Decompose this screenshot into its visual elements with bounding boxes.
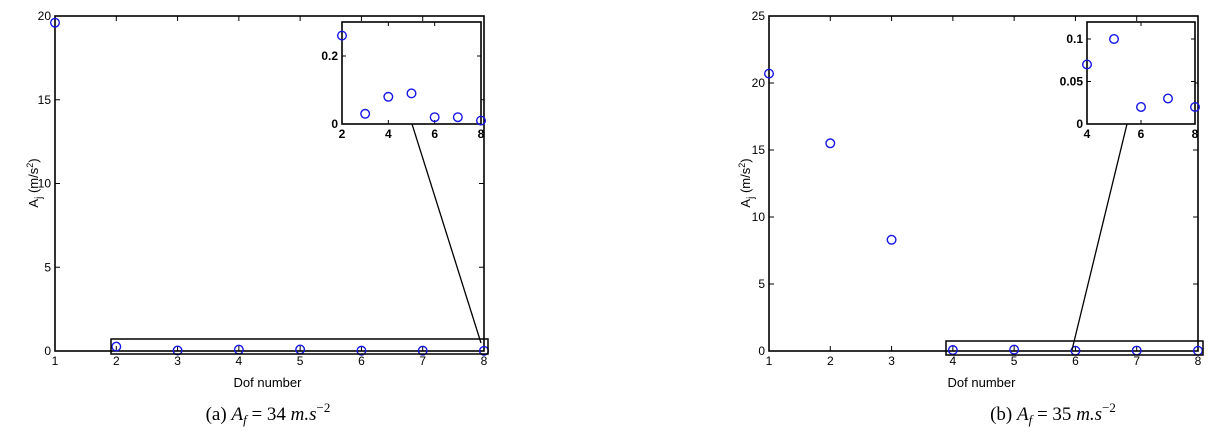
main-a-xtick-label: 7 — [419, 354, 427, 368]
panel-caption: (b) $A_f = 35$ $m.s^{-2}$ — [990, 400, 1116, 427]
main-a-xtick-label: 3 — [174, 354, 181, 368]
main-b-ytick-label: 15 — [751, 143, 765, 157]
y-axis-label: $A_j$ $(m/s^2)$ — [737, 158, 757, 208]
main-a-xtick-label: 4 — [235, 354, 243, 368]
panel-caption: (a) $A_f = 34$ $m.s^{-2}$ — [205, 400, 331, 427]
main-b-ytick-label: 25 — [751, 9, 765, 23]
inset-b-ytick-label: 0 — [1076, 117, 1083, 131]
inset-b-ytick-label: 0.05 — [1059, 74, 1083, 89]
inset-b-frame — [1087, 22, 1195, 124]
inset-a-xtick-label: 8 — [477, 127, 485, 141]
inset-a-ytick-label: 0 — [331, 117, 338, 131]
main-b-ytick-label: 10 — [751, 210, 765, 224]
panel-a — [25, 9, 488, 427]
main-a-xtick-label: 6 — [358, 354, 365, 368]
main-b-ytick-label: 20 — [751, 76, 765, 90]
panel-b — [737, 9, 1203, 427]
y-axis-label: $A_j$ $(m/s^2)$ — [25, 158, 45, 208]
inset-b-xtick-label: 6 — [1137, 127, 1145, 141]
inset-b-xtick-label: 8 — [1191, 127, 1199, 141]
inset-a-xtick-label: 2 — [338, 127, 346, 141]
main-a-ytick-label: 5 — [44, 260, 51, 275]
inset-b-ytick-label: 0.1 — [1066, 32, 1083, 46]
main-a-ytick-label: 10 — [37, 176, 51, 191]
inset-a-frame — [342, 22, 481, 124]
main-a-xtick-label: 1 — [51, 354, 59, 368]
inset-a — [321, 22, 485, 141]
inset-b — [1060, 22, 1200, 141]
main-a-ytick-label: 15 — [37, 92, 51, 107]
main-b-ytick-label: 0 — [758, 344, 765, 358]
main-b-xtick-label: 1 — [765, 354, 773, 368]
main-a-ytick-label: 20 — [37, 9, 51, 23]
main-b-xtick-label: 3 — [888, 354, 895, 368]
main-a-ytick-label: 0 — [44, 344, 51, 358]
main-b-xtick-label: 2 — [826, 354, 834, 368]
main-a-xtick-label: 2 — [112, 354, 120, 368]
main-b-xtick-label: 8 — [1194, 354, 1202, 368]
main-b-xtick-label: 7 — [1133, 354, 1141, 368]
main-b-ytick-label: 5 — [758, 277, 765, 291]
main-a-xtick-label: 5 — [296, 354, 304, 368]
x-axis-label: Dof number — [233, 375, 302, 390]
inset-a-xtick-label: 4 — [384, 127, 392, 141]
inset-b-xtick-label: 4 — [1083, 127, 1091, 141]
main-b-xtick-label: 4 — [949, 354, 957, 368]
main-a-xtick-label: 8 — [480, 354, 488, 368]
main-b-xtick-label: 6 — [1072, 354, 1079, 368]
inset-a-xtick-label: 6 — [431, 127, 439, 141]
x-axis-label: Dof number — [947, 375, 1016, 390]
main-b-xtick-label: 5 — [1010, 354, 1018, 368]
inset-a-ytick-label: 0.2 — [321, 49, 338, 63]
